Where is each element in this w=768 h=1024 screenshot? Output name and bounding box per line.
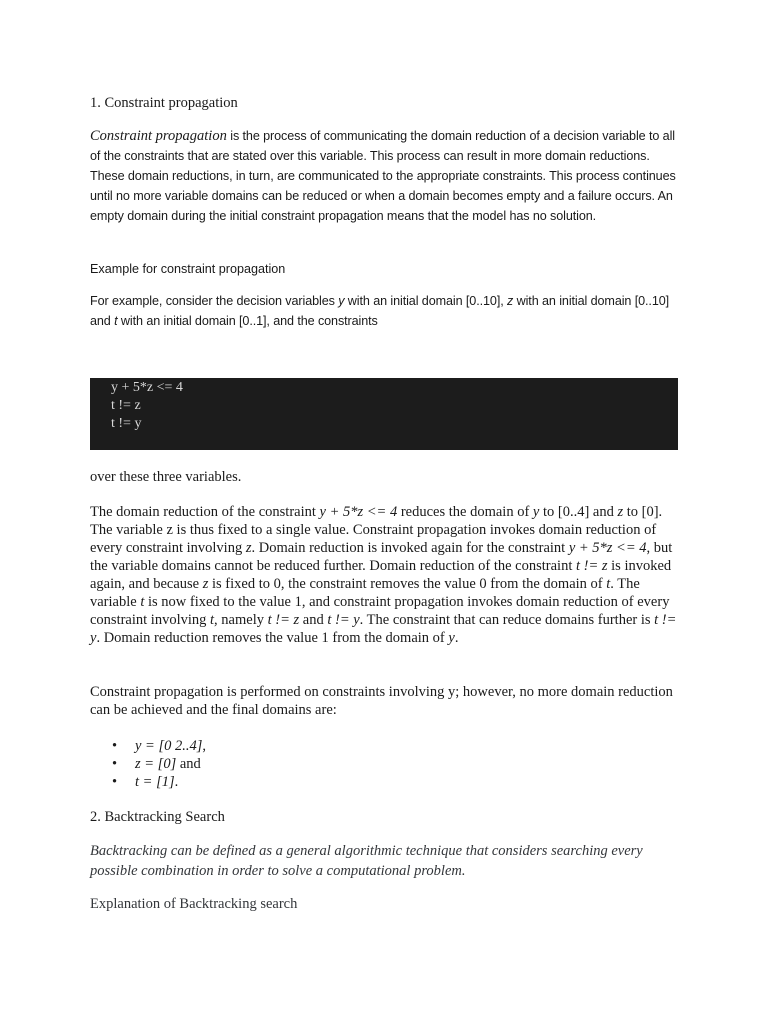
math: t xyxy=(606,576,611,592)
text: reduces the domain of xyxy=(397,504,533,520)
math: t != z xyxy=(575,558,608,574)
list-item xyxy=(90,773,206,791)
text: to [0]. The variable z is thus fixed to a single value. Constraint propagation invokes domain reduction of every constraint involving xyxy=(90,504,663,556)
text: is invoked again, and because xyxy=(90,558,672,592)
math: t xyxy=(210,612,215,628)
domain-expr: z = [0] xyxy=(135,756,177,772)
math: t != z xyxy=(267,612,300,628)
intro-term: Constraint propagation xyxy=(90,128,227,144)
list-item xyxy=(90,737,206,755)
example-heading: Example for constraint propagation xyxy=(90,262,286,276)
bullet-icon: • xyxy=(112,738,118,754)
text: and xyxy=(299,612,328,628)
math: t != y xyxy=(327,612,360,628)
math: y + 5*z <= 4 xyxy=(568,540,647,556)
math: z xyxy=(617,504,624,520)
math: t != y xyxy=(90,612,677,646)
example-text-3: with an initial domain [0..10] and xyxy=(90,294,670,328)
intro-paragraph xyxy=(90,126,678,226)
backtracking-explanation-heading: Explanation of Backtracking search xyxy=(90,896,298,912)
text: . Domain reduction removes the value 1 from the domain of xyxy=(96,630,449,646)
domain-expr: t = [1] xyxy=(135,774,175,790)
text: is now fixed to the value 1, and constraint propagation invokes domain reduction of every constraint involving xyxy=(90,594,670,628)
math: y + 5*z <= 4 xyxy=(319,504,398,520)
text: . Domain reduction is invoked again for the constraint xyxy=(251,540,569,556)
domain-suffix: . xyxy=(174,774,179,790)
text: . The variable xyxy=(90,576,640,610)
intro-text: is the process of communicating the domain reduction of a decision variable to all of the constraints that are stated over this variable. This process can result in more domain reductions. These domain reductions, in turn, are communicated to the appropriate constraints. This process continues until no more variable domains can be reduced or when a domain becomes empty and a failure occurs. An empty domain during the initial constraint propagation means that the model has no solution. xyxy=(90,129,676,223)
math: y xyxy=(532,504,540,520)
example-text-4: with an initial domain [0..1], and the constraints xyxy=(117,314,378,328)
final-domains-paragraph: Constraint propagation is performed on constraints involving y; however, no more domain reduction can be achieved and the final domains are: xyxy=(90,684,673,718)
code-line: t != y xyxy=(111,416,142,431)
text: The domain reduction of the constraint xyxy=(90,504,320,520)
text: . xyxy=(454,630,459,646)
example-text-1: For example, consider the decision variables xyxy=(90,294,339,308)
domain-expr: y = [0 2..4] xyxy=(135,738,203,754)
var-z: z xyxy=(507,294,514,308)
domain-suffix: , xyxy=(202,738,207,754)
example-paragraph xyxy=(90,291,678,331)
text: , namely xyxy=(214,612,268,628)
domain-suffix: and xyxy=(176,756,201,772)
code-block xyxy=(90,378,678,450)
var-y: y xyxy=(338,294,345,308)
over-variables-text: over these three variables. xyxy=(90,469,242,485)
text: to [0..4] and xyxy=(539,504,618,520)
domain-reduction-paragraph xyxy=(90,503,678,647)
list-item xyxy=(90,755,206,773)
example-text-2: with an initial domain [0..10], xyxy=(344,294,508,308)
section-heading-backtracking: 2. Backtracking Search xyxy=(90,809,225,825)
math: t xyxy=(140,594,145,610)
text: . The constraint that can reduce domains further is xyxy=(359,612,655,628)
text: is fixed to 0, the constraint removes the value 0 from the domain of xyxy=(208,576,607,592)
math: z xyxy=(245,540,252,556)
math: z xyxy=(202,576,209,592)
backtracking-definition: Backtracking can be defined as a general algorithmic technique that considers searching every possible combination in order to solve a computational problem. xyxy=(90,843,643,879)
text: , but the variable domains cannot be reduced further. Domain reduction of the constraint xyxy=(90,540,673,574)
math: y xyxy=(448,630,455,646)
final-domains-list xyxy=(90,737,206,791)
section-heading-constraint-propagation: 1. Constraint propagation xyxy=(90,95,238,111)
bullet-icon: • xyxy=(112,756,118,772)
code-line: t != z xyxy=(111,398,141,413)
bullet-icon: • xyxy=(112,774,118,790)
var-t: t xyxy=(114,314,118,328)
code-line: y + 5*z <= 4 xyxy=(111,380,183,395)
